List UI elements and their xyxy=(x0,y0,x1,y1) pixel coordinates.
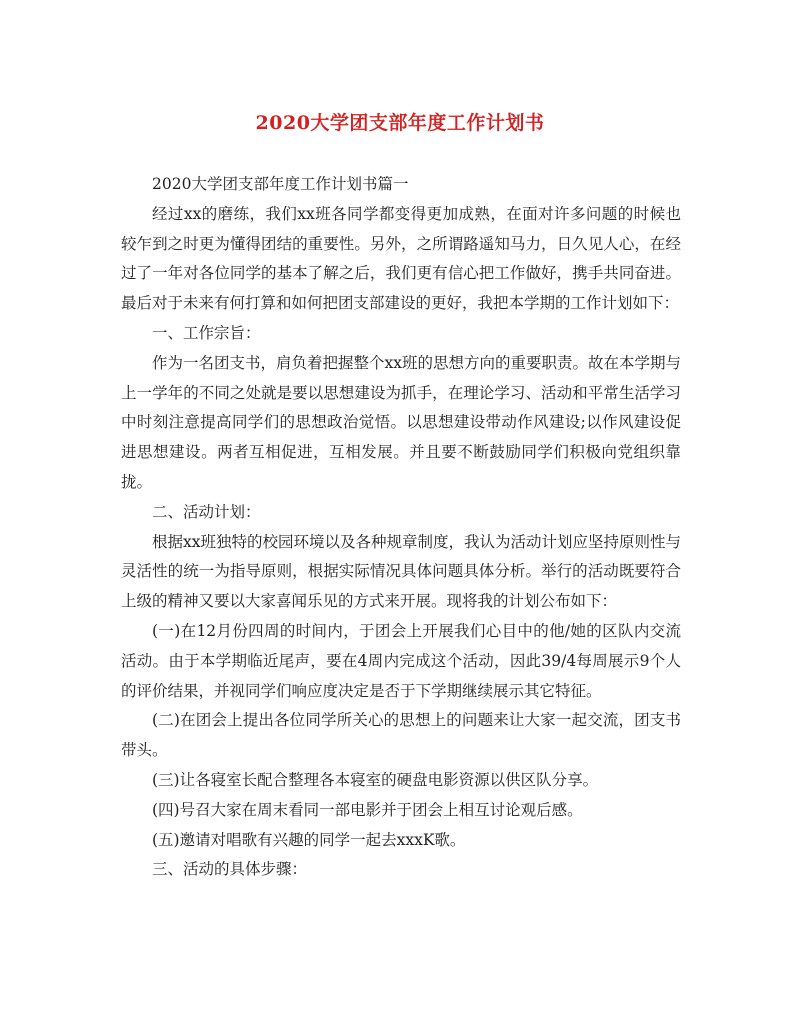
section-heading-3: 三、活动的具体步骤： xyxy=(152,860,308,879)
document-title: 2020大学团支部年度工作计划书 xyxy=(255,112,545,134)
paragraph-section-1: 作为一名团支书，肩负着把握整个xx班的思想方向的重要职责。故在本学期与上一学年的不同之处就是要以思想建设为抓手，在理论学习、活动和平常生活学习中时刻注意提高同学们的思想政治觉悟。以思想建设带动作风建设;以作风建设促进思想建设。两者互相促进，互相发展。并且要不断鼓励同学们积极向党组织靠拢。 xyxy=(121,353,681,491)
plan-item-3: (三)让各寝室长配合整理各本寝室的硬盘电影资源以供区队分享。 xyxy=(152,770,599,789)
section-heading-1: 一、工作宗旨： xyxy=(152,323,261,342)
document-body xyxy=(121,170,681,885)
plan-item-2: (二)在团会上提出各位同学所关心的思想上的问题来让大家一起交流，团支书带头。 xyxy=(121,711,681,760)
paragraph-intro: 经过xx的磨练，我们xx班各同学都变得更加成熟，在面对许多问题的时候也较乍到之时更为懂得团结的重要性。另外，之所谓路遥知马力，日久见人心，在经过了一年对各位同学的基本了解之后，我们更有信心把工作做好，携手共同奋进。最后对于未来有何打算和如何把团支部建设的更好，我把本学期的工作计划如下： xyxy=(121,204,681,313)
plan-item-5: (五)邀请对唱歌有兴趣的同学一起去xxxK歌。 xyxy=(152,830,466,849)
plan-item-4: (四)号召大家在周末看同一部电影并于团会上相互讨论观后感。 xyxy=(152,800,583,819)
plan-item-1: (一)在12月份四周的时间内，于团会上开展我们心目中的他/她的区队内交流活动。由于本学期临近尾声，要在4周内完成这个活动，因此39/4每周展示9个人的评价结果，并视同学们响应度决定是否于下学期继续展示其它特征。 xyxy=(121,621,681,700)
section-heading-2: 二、活动计划： xyxy=(152,502,261,521)
paragraph-section-2: 根据xx班独特的校园环境以及各种规章制度，我认为活动计划应坚持原则性与灵活性的统一为指导原则，根据实际情况具体问题具体分析。举行的活动既要符合上级的精神又要以大家喜闻乐见的方式来开展。现将我的计划公布如下： xyxy=(121,532,681,611)
paragraph-subtitle: 2020大学团支部年度工作计划书篇一 xyxy=(152,175,409,193)
